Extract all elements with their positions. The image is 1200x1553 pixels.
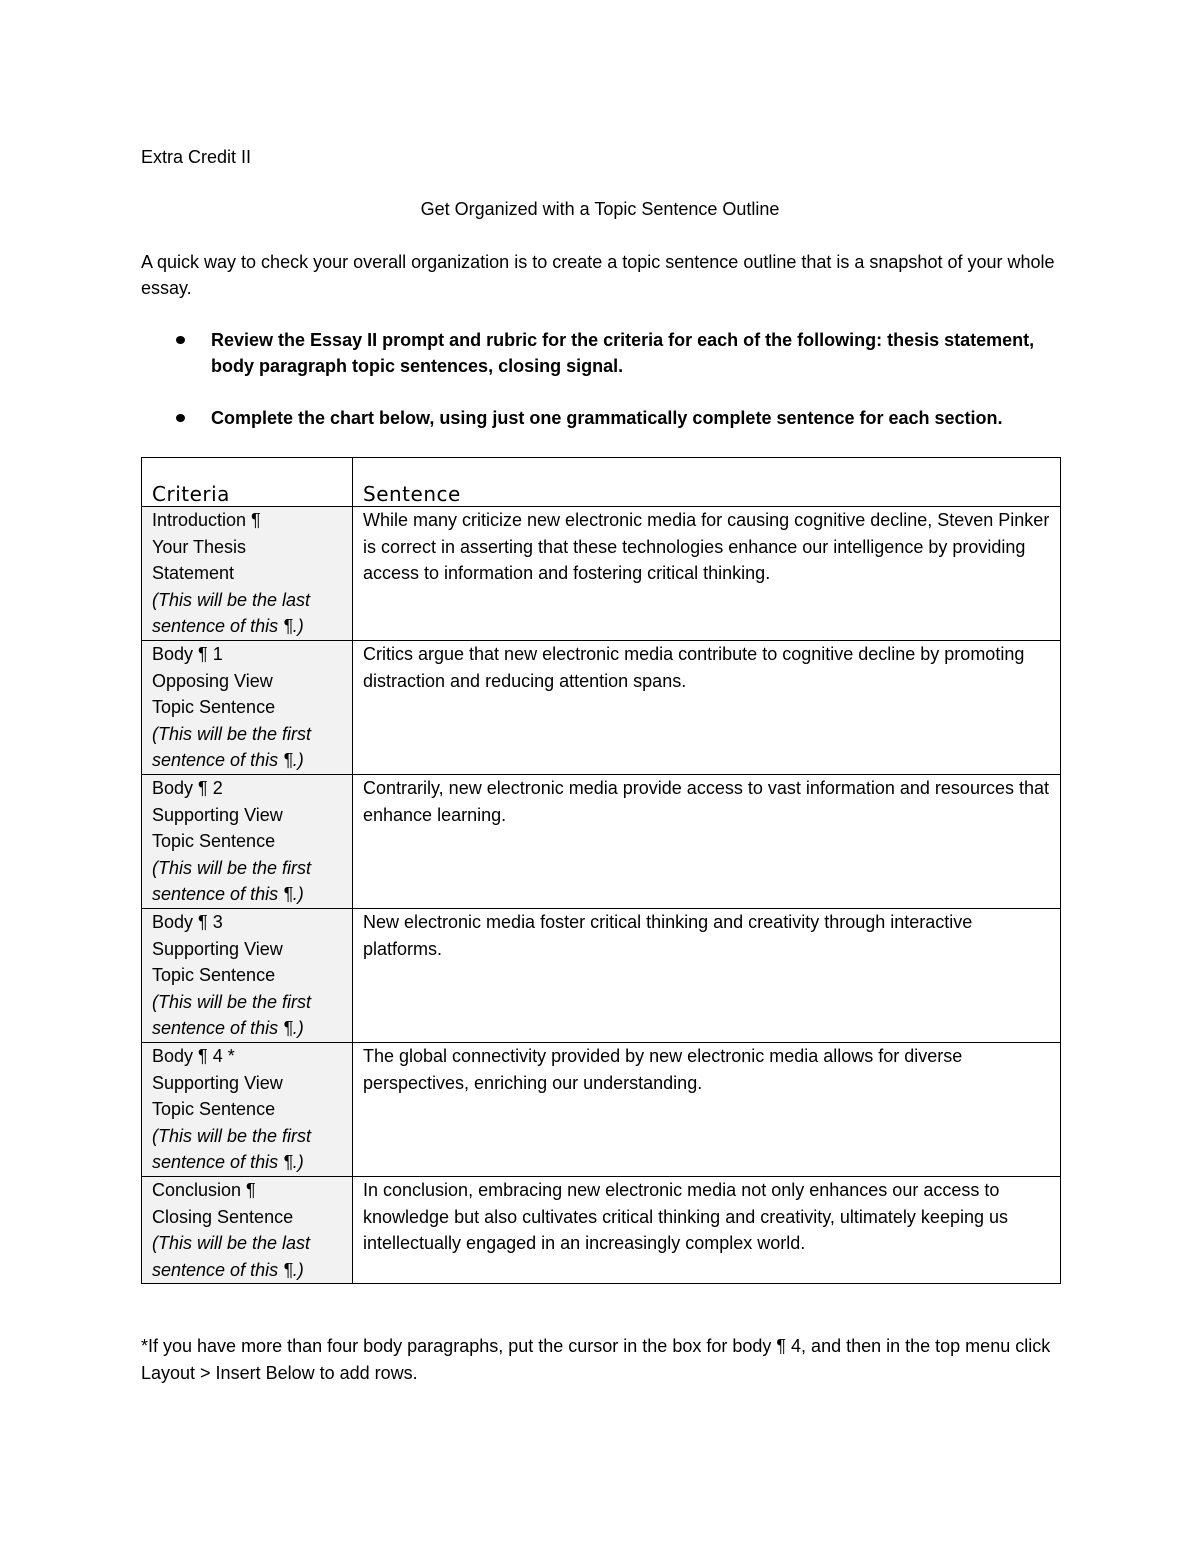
- sentence-cell[interactable]: While many criticize new electronic media for causing cognitive decline, Steven Pinker is correct in asserting that these technologies enhance our intelligence by providing access to information and fostering critical thinking.: [353, 507, 1061, 641]
- criteria-column-header: Criteria: [142, 458, 353, 507]
- criteria-note: (This will be the first sentence of this ¶.): [152, 1125, 312, 1172]
- sentence-cell[interactable]: The global connectivity provided by new electronic media allows for diverse perspectives, enriching our understanding.: [353, 1043, 1061, 1177]
- sentence-column-header: Sentence: [353, 458, 1061, 507]
- criteria-label: Topic Sentence: [152, 697, 276, 717]
- footnote: *If you have more than four body paragraphs, put the cursor in the box for body ¶ 4, and then in the top menu click Layout > Insert Below to add rows.: [141, 1336, 1051, 1383]
- bullet-icon: [176, 336, 185, 344]
- criteria-note: (This will be the last sentence of this ¶.): [152, 1233, 311, 1280]
- table-row: [142, 1043, 1061, 1177]
- table-row: [142, 775, 1061, 909]
- criteria-heading: Body ¶ 1: [152, 644, 223, 664]
- criteria-note: (This will be the first sentence of this ¶.): [152, 723, 312, 770]
- criteria-label: Supporting View: [152, 1072, 283, 1093]
- criteria-cell: [142, 909, 353, 1043]
- table-row: [142, 507, 1061, 641]
- bullet-icon: [176, 414, 185, 422]
- criteria-label: Your Thesis: [152, 536, 247, 557]
- criteria-heading: Introduction ¶: [152, 510, 261, 530]
- criteria-heading: Conclusion ¶: [152, 1180, 256, 1200]
- sentence-cell[interactable]: New electronic media foster critical thinking and creativity through interactive platforms.: [353, 909, 1061, 1043]
- criteria-cell: [142, 775, 353, 909]
- table-row: [142, 909, 1061, 1043]
- criteria-label: Topic Sentence: [152, 965, 276, 985]
- table-row: [142, 1177, 1061, 1284]
- instruction-item: [141, 327, 1061, 379]
- criteria-cell: [142, 507, 353, 641]
- instruction-text: Complete the chart below, using just one grammatically complete sentence for each section.: [211, 408, 1003, 428]
- criteria-label: Supporting View: [152, 804, 283, 825]
- criteria-label: Closing Sentence: [152, 1206, 294, 1227]
- document-label: Extra Credit II: [141, 147, 252, 167]
- criteria-cell: [142, 641, 353, 775]
- criteria-label: Topic Sentence: [152, 831, 276, 851]
- instruction-item: [141, 405, 1061, 431]
- sentence-cell[interactable]: Critics argue that new electronic media contribute to cognitive decline by promoting distraction and reducing attention spans.: [353, 641, 1061, 775]
- criteria-heading: Body ¶ 3: [152, 912, 223, 932]
- instruction-text: Review the Essay II prompt and rubric for the criteria for each of the following: thesis statement, body paragraph topic sentences, closing signal.: [211, 330, 1035, 376]
- criteria-label: Statement: [152, 563, 235, 583]
- criteria-note: (This will be the last sentence of this ¶.): [152, 589, 311, 636]
- document-title: Get Organized with a Topic Sentence Outline: [420, 199, 780, 219]
- criteria-cell: [142, 1043, 353, 1177]
- criteria-heading: Body ¶ 4 *: [152, 1046, 235, 1066]
- criteria-label: Supporting View: [152, 938, 283, 959]
- criteria-label: Topic Sentence: [152, 1099, 276, 1119]
- table-header-row: [142, 458, 1061, 507]
- criteria-note: (This will be the first sentence of this ¶.): [152, 991, 312, 1038]
- criteria-cell: [142, 1177, 353, 1284]
- criteria-note: (This will be the first sentence of this ¶.): [152, 857, 312, 904]
- criteria-heading: Body ¶ 2: [152, 778, 223, 798]
- sentence-cell[interactable]: Contrarily, new electronic media provide access to vast information and resources that enhance learning.: [353, 775, 1061, 909]
- criteria-label: Opposing View: [152, 670, 273, 691]
- instruction-list: [141, 327, 1061, 457]
- sentence-cell[interactable]: In conclusion, embracing new electronic media not only enhances our access to knowledge but also cultivates critical thinking and creativity, ultimately keeping us intellectually engaged in an increasingly complex world.: [353, 1177, 1061, 1284]
- outline-table: [141, 457, 1061, 1284]
- intro-paragraph: A quick way to check your overall organization is to create a topic sentence outline that is a snapshot of your whole essay.: [141, 252, 1055, 298]
- table-row: [142, 641, 1061, 775]
